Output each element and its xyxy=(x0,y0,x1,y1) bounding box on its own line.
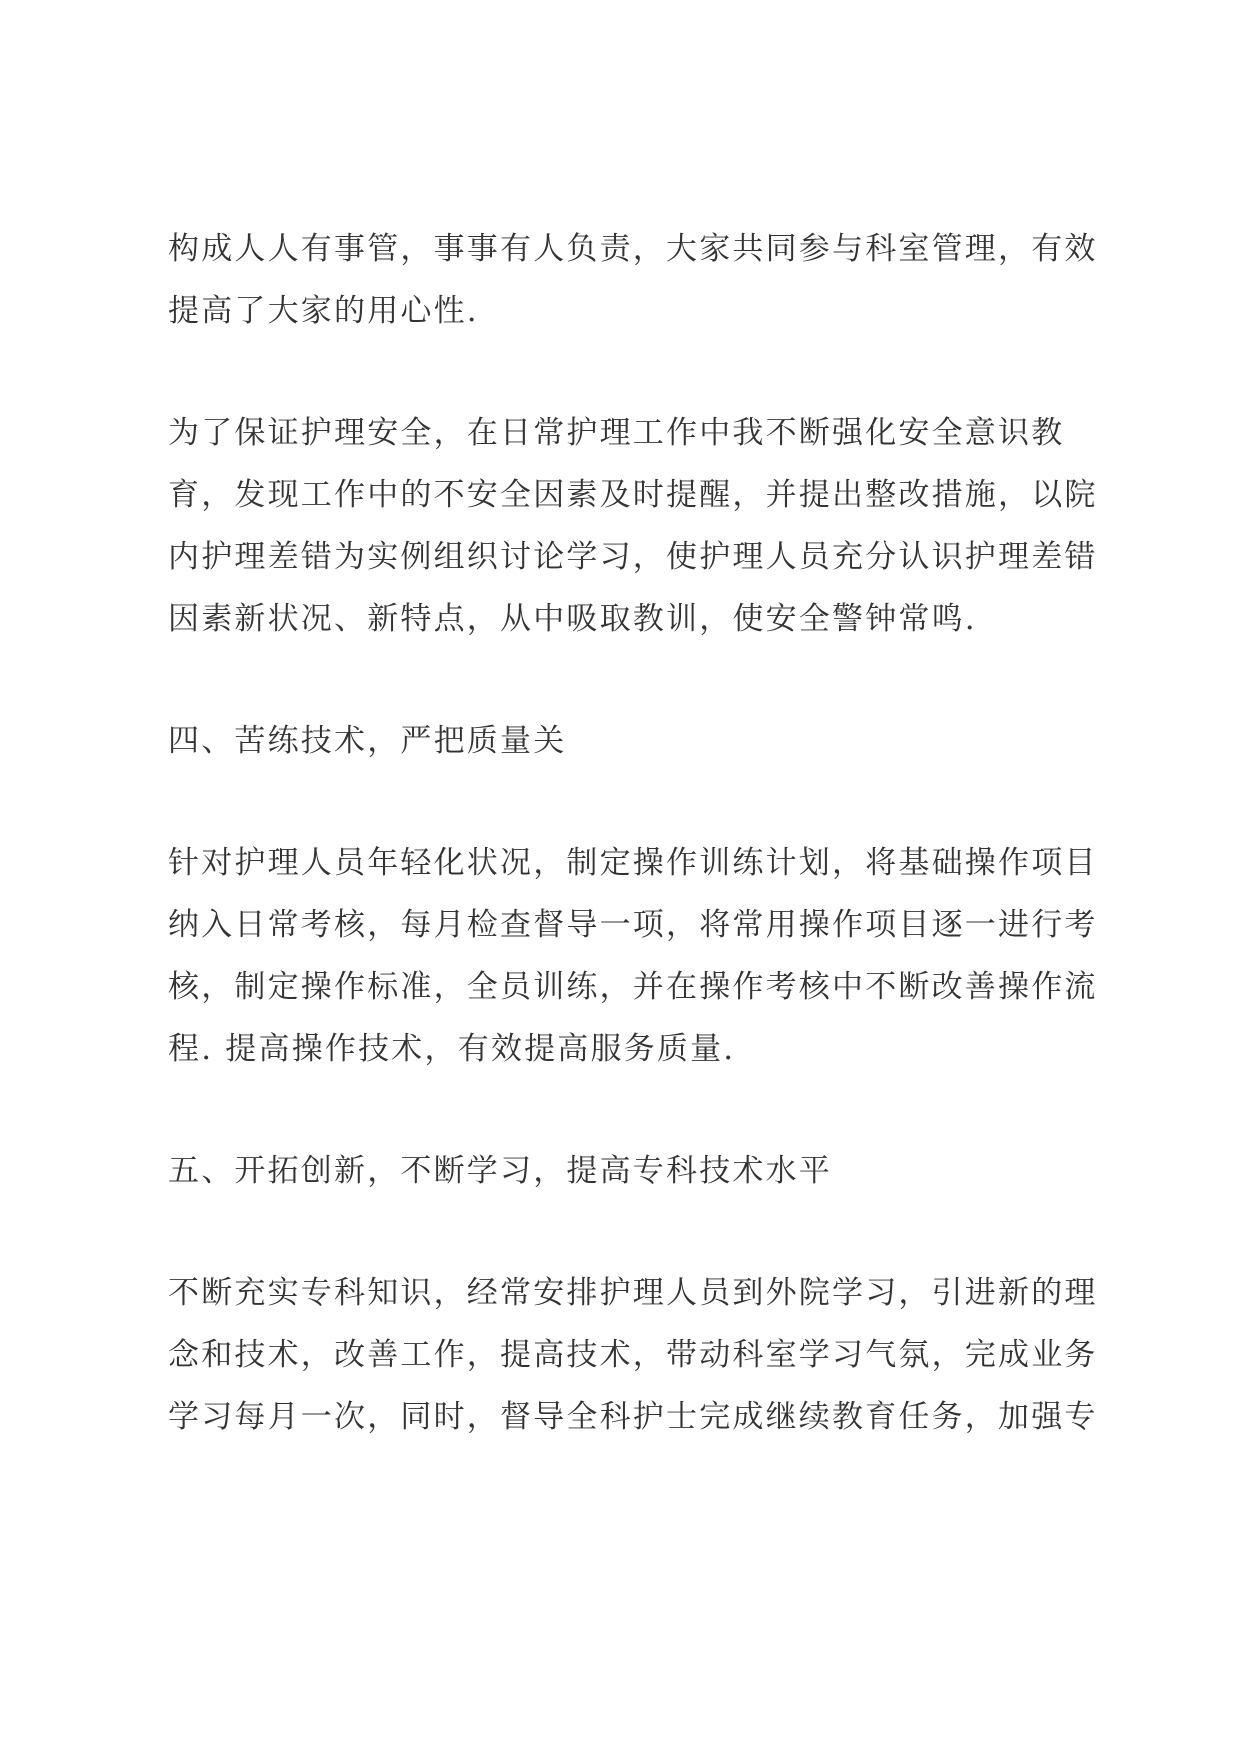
paragraph-2 xyxy=(168,402,1098,650)
section-heading-5 xyxy=(168,1140,1088,1202)
heading-text: 五、开拓创新，不断学习，提高专科技术水平 xyxy=(168,1153,832,1189)
section-heading-4 xyxy=(168,710,1088,772)
text-line: 程. 提高操作技术，有效提高服务质量. xyxy=(168,1031,736,1067)
text-line: 提高了大家的用心性. xyxy=(168,293,479,329)
document-body xyxy=(168,218,1098,1508)
paragraph-4 xyxy=(168,1262,1098,1448)
text-line: 内护理差错为实例组织讨论学习，使护理人员充分认识护理差错 xyxy=(168,539,1098,575)
text-line: 针对护理人员年轻化状况，制定操作训练计划，将基础操作项目 xyxy=(168,845,1098,881)
text-line: 因素新状况、新特点，从中吸取教训，使安全警钟常鸣. xyxy=(168,601,977,637)
text-line: 育，发现工作中的不安全因素及时提醒，并提出整改措施，以院 xyxy=(168,477,1098,513)
text-line: 构成人人有事管，事事有人负责，大家共同参与科室管理，有效 xyxy=(168,231,1098,267)
text-line: 学习每月一次，同时，督导全科护士完成继续教育任务，加强专 xyxy=(168,1399,1098,1435)
text-line: 为了保证护理安全，在日常护理工作中我不断强化安全意识教 xyxy=(168,415,1065,451)
text-line: 念和技术，改善工作，提高技术，带动科室学习气氛，完成业务 xyxy=(168,1337,1098,1373)
heading-text: 四、苦练技术，严把质量关 xyxy=(168,723,567,759)
text-line: 不断充实专科知识，经常安排护理人员到外院学习，引进新的理 xyxy=(168,1275,1098,1311)
paragraph-1 xyxy=(168,218,1098,342)
paragraph-3 xyxy=(168,832,1098,1080)
text-line: 纳入日常考核，每月检查督导一项，将常用操作项目逐一进行考 xyxy=(168,907,1098,943)
text-line: 核，制定操作标准，全员训练，并在操作考核中不断改善操作流 xyxy=(168,969,1098,1005)
